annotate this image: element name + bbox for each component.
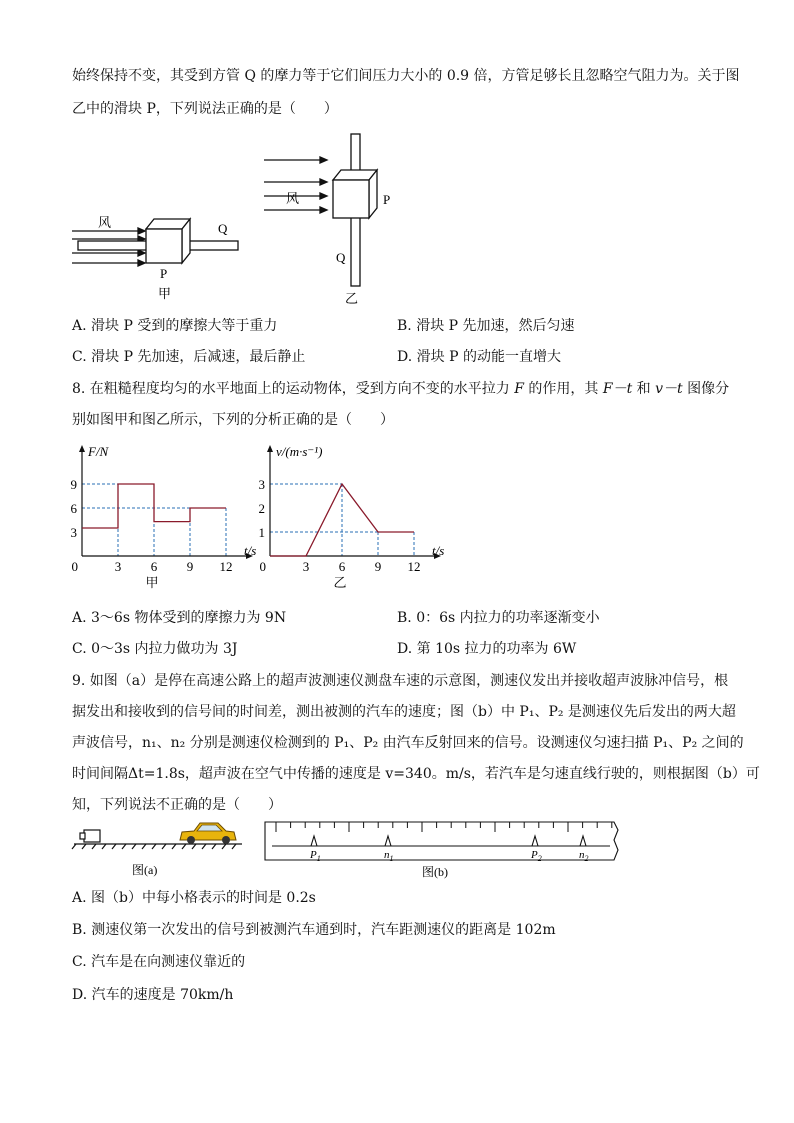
block-p-jia [146, 229, 182, 263]
block-p-yi [333, 180, 369, 218]
y-tick-0: 1 [258, 525, 265, 540]
chart-v-t [254, 440, 444, 590]
label-n2: $n_2$ [579, 849, 589, 863]
origin-label: 0 [259, 559, 266, 574]
ground-hatch [72, 844, 236, 849]
q7-option-b[interactable]: B. 滑块 P 先加速，然后匀速 [397, 318, 575, 334]
q9-line-4: 时间间隔Δt=1.8s，超声波在空气中传播的速度是 v=340。m/s，若汽车是匀速直线行驶的，则根据图（b）可 [72, 766, 760, 782]
y-axis-arrow [267, 445, 273, 452]
caption-jia: 甲 [158, 286, 172, 301]
q8-line-1a: 8. 在粗糙程度均匀的水平地面上的运动物体，受到方向不变的水平拉力 [72, 381, 515, 397]
q7-line-2: 乙中的滑块 P，下列说法正确的是（ ） [72, 101, 338, 117]
q-label-jia: Q [218, 221, 228, 236]
p-label-jia: P [160, 266, 168, 281]
q8-option-b[interactable]: B. 0：6s 内拉力的功率逐渐变小 [397, 610, 600, 626]
x-tick-0: 3 [114, 559, 122, 574]
q8-option-a[interactable]: A. 3～6s 物体受到的摩擦力为 9N [72, 610, 287, 626]
q8-vt: v－t [655, 381, 683, 397]
q8-line-1c: 和 [632, 381, 656, 397]
y-axis-label: F/N [88, 444, 109, 459]
chart-caption: 甲 [145, 575, 159, 590]
q7-option-a[interactable]: A. 滑块 P 受到的摩擦大等于重力 [72, 318, 278, 334]
chart-caption: 乙 [333, 575, 347, 590]
q7-option-c[interactable]: C. 滑块 P 先加速，后减速，最后静止 [72, 349, 306, 365]
q8-var-f: F [514, 381, 524, 397]
figure-a [70, 818, 250, 880]
q9-line-5: 知，下列说法不正确的是（ ） [72, 797, 282, 813]
origin-label: 0 [71, 559, 78, 574]
q8-ft: F－t [602, 381, 633, 397]
caption-fig-b: 图(b) [422, 865, 448, 879]
q8-option-d[interactable]: D. 第 10s 拉力的功率为 6W [397, 641, 577, 657]
x-axis-label: t/s [432, 543, 444, 558]
x-axis-label: t/s [244, 543, 256, 558]
y-tick-1: 2 [258, 501, 265, 516]
q9-line-1: 9. 如图（a）是停在高速公路上的超声波测速仪测盘车速的示意图，测速仪发出并接收超声波脉冲信号，根 [72, 673, 729, 689]
q8-line-2: 别如图甲和图乙所示，下列的分析正确的是（ ） [72, 412, 394, 428]
y-axis-arrow [79, 445, 85, 452]
y-tick-1: 6 [70, 501, 77, 516]
q7-line-1: 始终保持不变，其受到方管 Q 的摩力等于它们间压力大小的 0.9 倍，方管足够长且忽略空气阻力为。关于图 [72, 68, 740, 84]
figure-jia [64, 205, 244, 305]
wind-label-yi: 风 [286, 191, 300, 206]
figure-b-tape [262, 818, 628, 880]
caption-yi: 乙 [345, 291, 359, 306]
x-tick-2: 9 [186, 559, 194, 574]
x-tick-1: 6 [150, 559, 158, 574]
y-tick-2: 9 [70, 477, 77, 492]
q9-option-b[interactable]: B. 测速仪第一次发出的信号到被测汽车通到时，汽车距测速仪的距离是 102m [72, 922, 556, 938]
x-tick-1: 6 [338, 559, 346, 574]
q8-line-1b: 的作用，其 [523, 381, 603, 397]
q8-line-1d: 图像分 [682, 381, 730, 397]
q9-line-2: 据发出和接收到的信号间的时间差，测出被测的汽车的速度；图（b）中 P₁、P₂ 是测速仪先后发出的两大超 [72, 704, 736, 720]
y-tick-0: 3 [70, 525, 77, 540]
wind-label-jia: 风 [98, 215, 112, 230]
q9-option-d[interactable]: D. 汽车的速度是 70km/h [72, 987, 234, 1003]
x-tick-0: 3 [302, 559, 310, 574]
q9-line-3: 声波信号，n₁、n₂ 分别是测速仪检测到的 P₁、P₂ 由汽车反射回来的信号。设测速仪匀速扫描 P₁、P₂ 之间的 [72, 735, 744, 751]
car-icon [180, 823, 236, 844]
caption-fig-a: 图(a) [132, 863, 158, 877]
q-label-yi: Q [336, 250, 346, 265]
speed-detector [84, 830, 100, 842]
series-line [82, 484, 226, 528]
label-p2: $P_2$ [531, 849, 542, 863]
q9-option-a[interactable]: A. 图（b）中每小格表示的时间是 0.2s [72, 890, 316, 906]
x-tick-2: 9 [374, 559, 382, 574]
label-p1: $P_1$ [310, 849, 321, 863]
q8-option-c[interactable]: C. 0～3s 内拉力做功为 3J [72, 641, 238, 657]
chart-f-t [66, 440, 256, 590]
y-axis-label: v/(m·s⁻¹) [276, 444, 323, 459]
p-label-yi: P [383, 192, 391, 207]
x-tick-3: 12 [407, 559, 421, 574]
x-tick-3: 12 [219, 559, 233, 574]
q8-line-1 [72, 379, 729, 399]
q7-option-d[interactable]: D. 滑块 P 的动能一直增大 [397, 349, 561, 365]
q9-option-c[interactable]: C. 汽车是在向测速仪靠近的 [72, 954, 246, 970]
y-tick-2: 3 [258, 477, 265, 492]
figure-yi [258, 130, 408, 308]
label-n1: $n_1$ [384, 849, 394, 863]
